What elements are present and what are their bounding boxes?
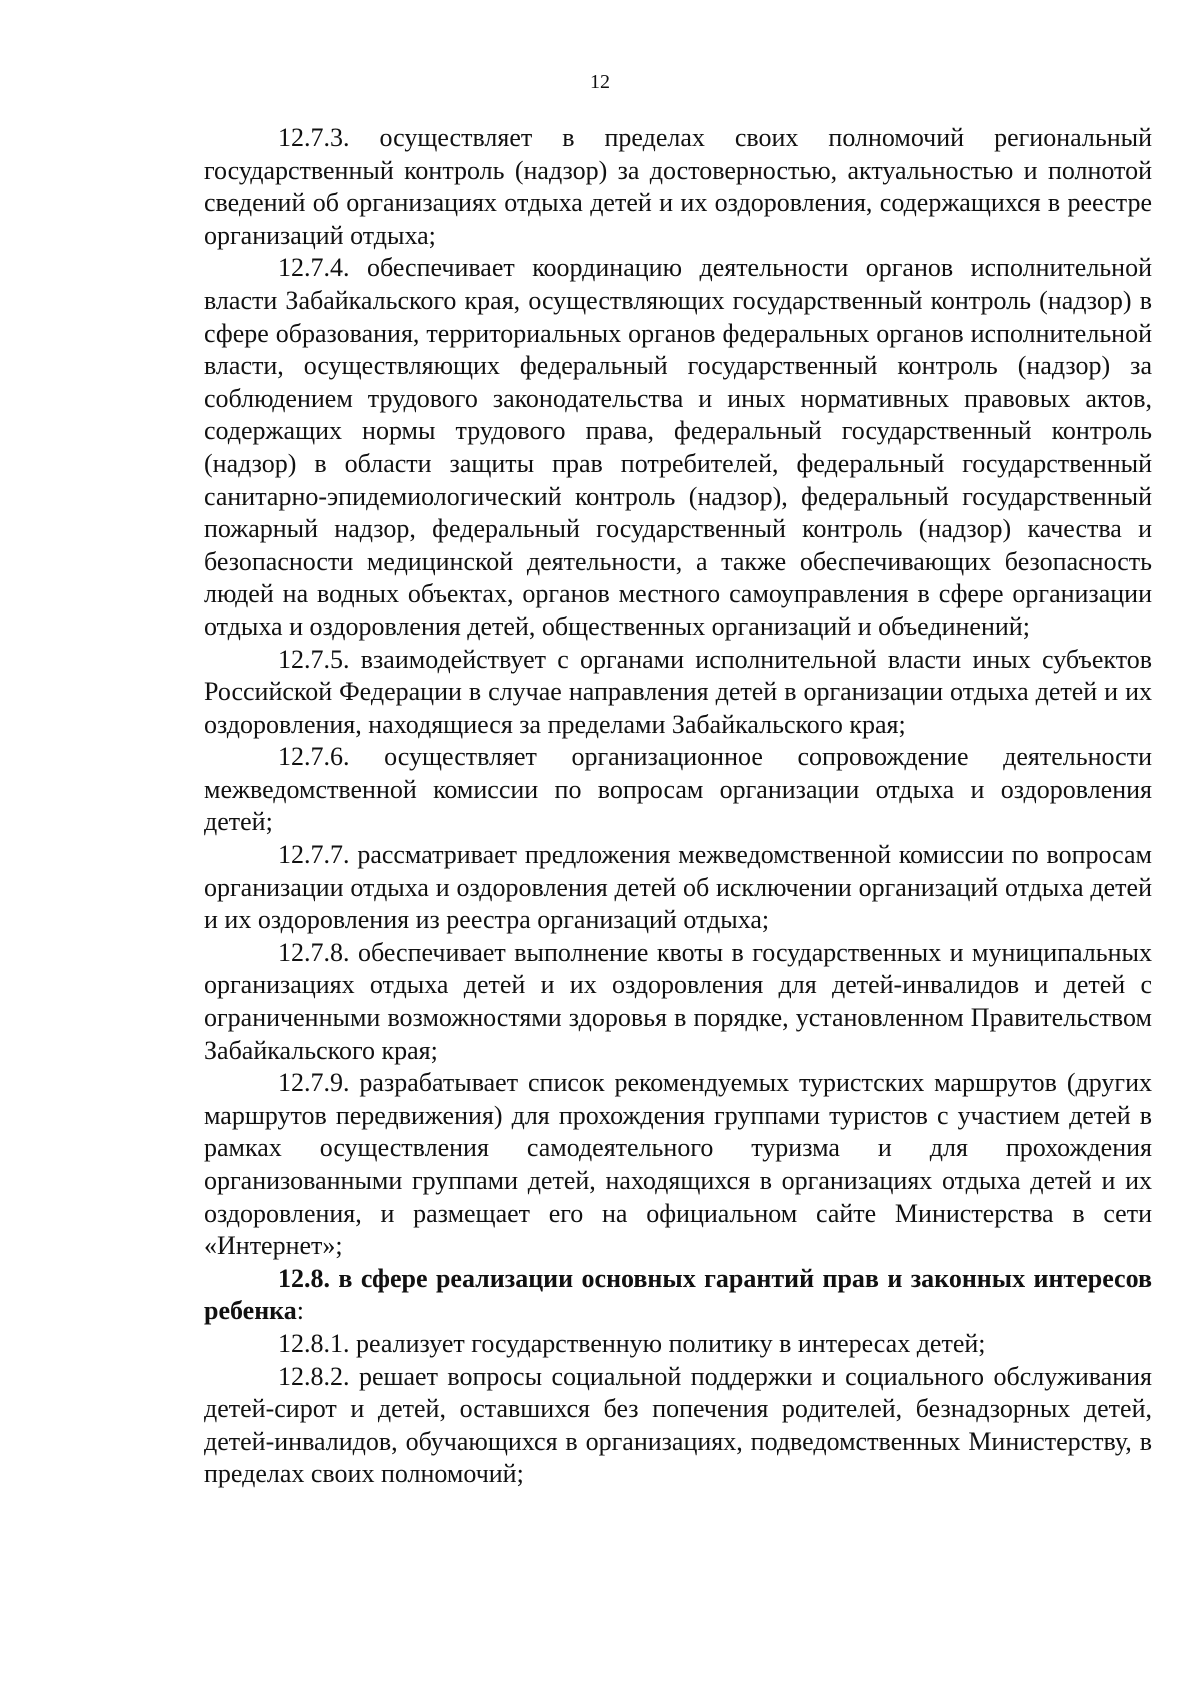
section-heading-text: 12.8. в сфере реализации основных гарантий прав и законных интересов ребенка [204,1263,1152,1326]
paragraph-number: 12.7.9. [278,1068,350,1098]
section-heading-colon: : [296,1296,304,1326]
paragraph-text: осуществляет организационное сопровождение деятельности межведомственной комиссии по вопросам организации отдыха и оздоровления детей; [204,742,1152,837]
paragraph-text: разрабатывает список рекомендуемых туристских маршрутов (других маршрутов передвижения) для прохождения группами туристов с участием детей в рамках осуществления самодеятельного туризма и для прохождения организованными группами детей, находящихся в организациях отдыха детей и их оздоровления, и размещает его на официальном сайте Министерства в сети «Интернет»; [204,1068,1152,1261]
document-body [204,122,1152,1491]
paragraph-12-7-5 [204,644,1152,742]
paragraph-number: 12.7.7. [278,840,350,870]
paragraph-text: осуществляет в пределах своих полномочий региональный государственный контроль (надзор) за достоверностью, актуальностью и полнотой сведений об организациях отдыха детей и их оздоровления, содержащихся в реестре организаций отдыха; [204,123,1153,250]
paragraph-text: реализует государственную политику в интересах детей; [356,1328,986,1358]
paragraph-text: обеспечивает выполнение квоты в государственных и муниципальных организациях отдыха детей и их оздоровления для детей-инвалидов и детей с ограниченными возможностями здоровья в порядке, установленном Правительством Забайкальского края; [204,937,1153,1065]
paragraph-number: 12.8.2. [278,1361,350,1391]
paragraph-number: 12.7.8. [278,937,350,967]
paragraph-12-7-6 [204,741,1152,839]
paragraph-12-7-4 [204,252,1152,643]
paragraph-number: 12.7.6. [278,742,350,772]
paragraph-12-7-3 [204,122,1152,252]
paragraph-text: обеспечивает координацию деятельности органов исполнительной власти Забайкальского края, осуществляющих государственный контроль (надзор) в сфере образования, территориальных органов федеральных органов исполнительной власти, осуществляющих федеральный государственный контроль (надзор) за соблюдением трудового законодательства и иных нормативных правовых актов, содержащих нормы трудового права, федеральный государственный контроль (надзор) в области защиты прав потребителей, федеральный государственный санитарно-эпидемиологический контроль (надзор), федеральный государственный пожарный надзор, федеральный государственный контроль (надзор) качества и безопасности медицинской деятельности, а также обеспечивающих безопасность людей на водных объектах, органов местного самоуправления в сфере организации отдыха и оздоровления детей, общественных организаций и объединений; [204,253,1152,641]
paragraph-text: взаимодействует с органами исполнительной власти иных субъектов Российской Федерации в случае направления детей в организации отдыха детей и их оздоровления, находящиеся за пределами Забайкальского края; [204,644,1152,739]
paragraph-12-7-8 [204,937,1152,1067]
paragraph-12-7-9 [204,1067,1152,1263]
paragraph-text: рассматривает предложения межведомственной комиссии по вопросам организации отдыха и оздоровления детей об исключении организаций отдыха детей и их оздоровления из реестра организаций отдыха; [204,840,1152,935]
paragraph-12-7-7 [204,839,1152,937]
page-number: 12 [590,71,610,93]
paragraph-text: решает вопросы социальной поддержки и социального обслуживания детей-сирот и детей, оставшихся без попечения родителей, безнадзорных детей, детей-инвалидов, обучающихся в организациях, подведомственных Министерству, в пределах своих полномочий; [204,1361,1153,1489]
section-heading-12-8 [204,1263,1152,1328]
paragraph-12-8-2 [204,1361,1152,1491]
paragraph-number: 12.8.1. [278,1328,350,1358]
paragraph-12-8-1 [204,1328,1152,1361]
paragraph-number: 12.7.4. [278,253,350,283]
paragraph-number: 12.7.3. [278,123,350,152]
paragraph-number: 12.7.5. [278,644,350,674]
